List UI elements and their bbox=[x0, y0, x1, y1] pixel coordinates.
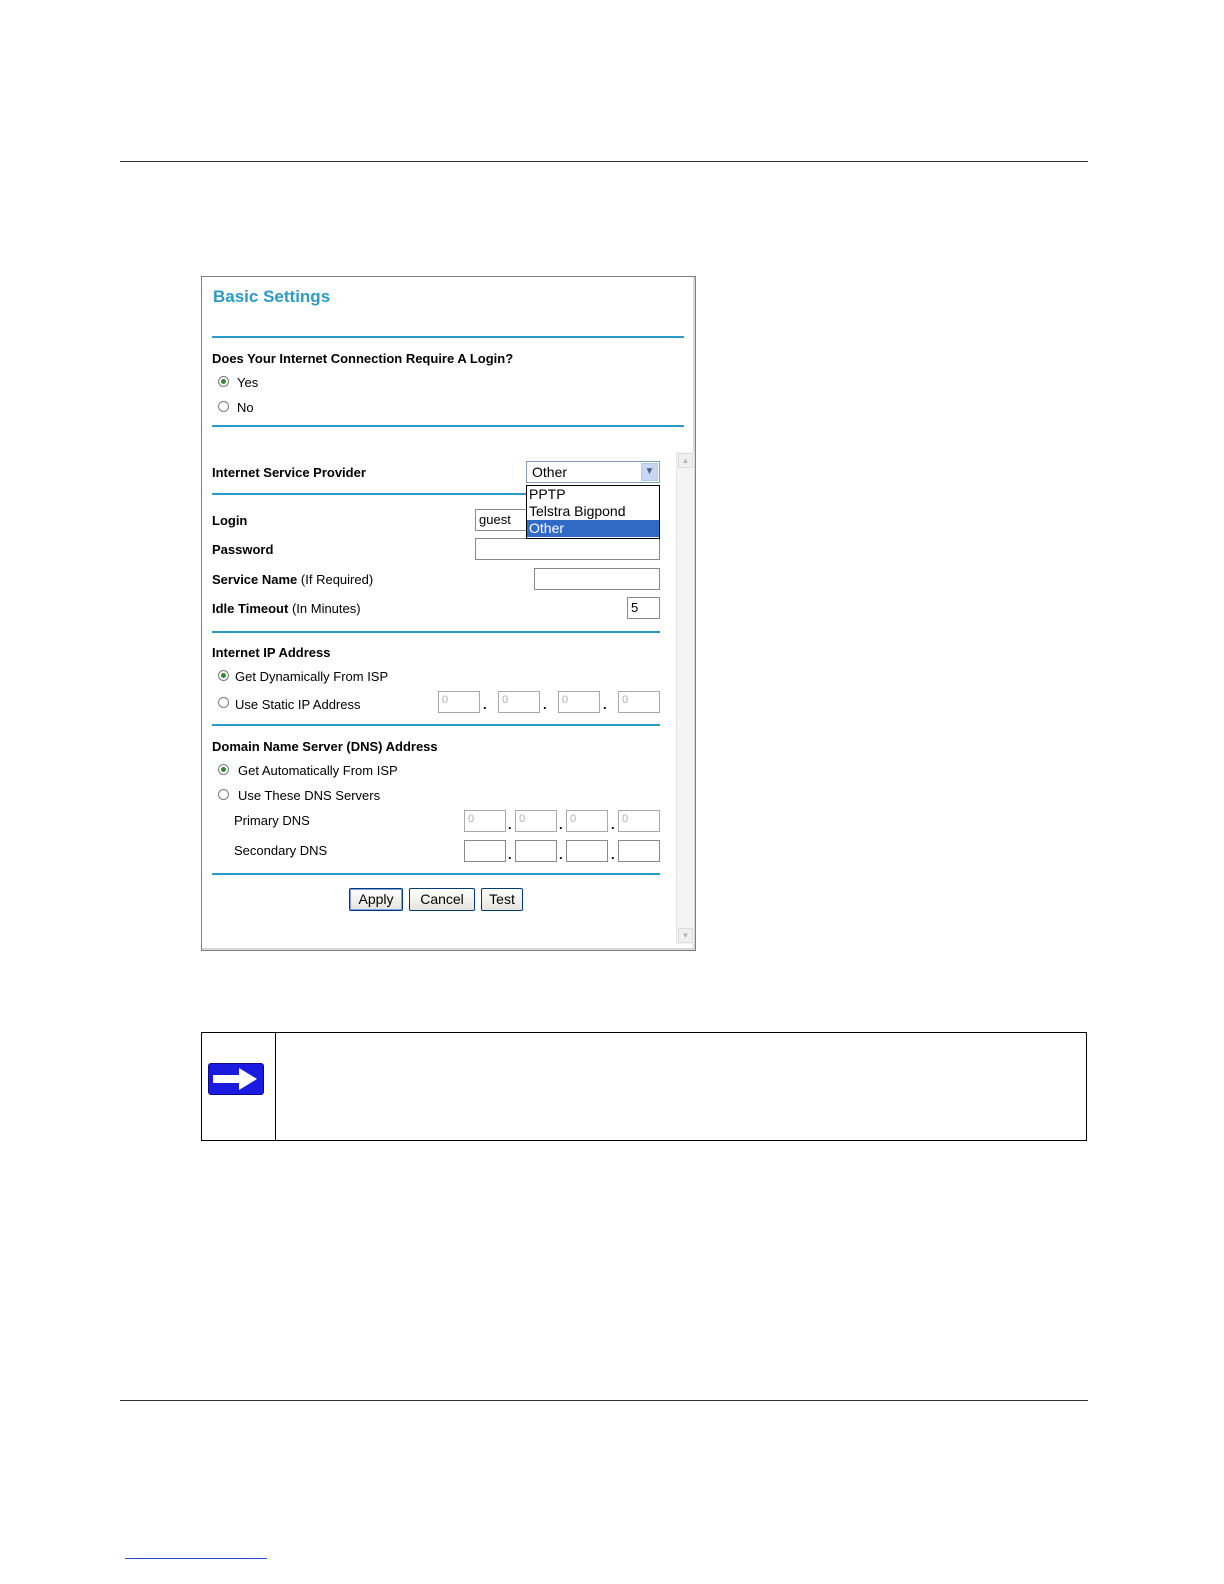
header-rule bbox=[120, 161, 1088, 162]
radio-ip-static-label: Use Static IP Address bbox=[235, 697, 361, 712]
scrollbar[interactable] bbox=[676, 452, 694, 944]
static-ip-octet-4[interactable]: 0 bbox=[618, 691, 660, 713]
primary-dns-octet-4[interactable]: 0 bbox=[618, 810, 660, 832]
apply-button[interactable]: Apply bbox=[349, 888, 403, 911]
password-label: Password bbox=[212, 542, 274, 557]
service-name-label: Service Name bbox=[212, 572, 298, 587]
password-input[interactable] bbox=[475, 538, 660, 560]
login-input[interactable]: guest bbox=[475, 509, 532, 531]
scroll-up-icon[interactable]: ▲ bbox=[678, 453, 693, 468]
scroll-down-icon[interactable]: ▼ bbox=[678, 928, 693, 943]
radio-ip-dynamic[interactable] bbox=[218, 670, 229, 681]
ip-separator: . bbox=[611, 847, 615, 862]
radio-ip-dynamic-label: Get Dynamically From ISP bbox=[235, 669, 389, 684]
isp-select[interactable] bbox=[526, 461, 660, 483]
static-ip-octet-3[interactable]: 0 bbox=[558, 691, 600, 713]
primary-dns-octet-3[interactable]: 0 bbox=[566, 810, 608, 832]
divider bbox=[212, 724, 660, 726]
page-title: Basic Settings bbox=[213, 287, 331, 306]
primary-dns-label: Primary DNS bbox=[234, 813, 310, 828]
idle-timeout-hint: (In Minutes) bbox=[291, 601, 361, 616]
cancel-button[interactable]: Cancel bbox=[409, 888, 475, 911]
divider bbox=[212, 336, 684, 338]
radio-ip-static[interactable] bbox=[218, 697, 229, 708]
login-question: Does Your Internet Connection Require A Login? bbox=[212, 351, 514, 366]
secondary-dns-octet-4[interactable] bbox=[618, 840, 660, 862]
ip-separator: . bbox=[559, 817, 563, 832]
isp-option-telstra-bigpond[interactable]: Telstra Bigpond bbox=[529, 503, 626, 519]
idle-timeout-input[interactable]: 5 bbox=[627, 597, 660, 619]
secondary-dns-label: Secondary DNS bbox=[234, 843, 328, 858]
isp-dropdown-list bbox=[526, 485, 660, 539]
ip-separator: . bbox=[508, 847, 512, 862]
service-name-hint: (If Required) bbox=[300, 572, 374, 587]
static-ip-octet-1[interactable]: 0 bbox=[438, 691, 480, 713]
secondary-dns-octet-2[interactable] bbox=[515, 840, 557, 862]
divider bbox=[212, 873, 660, 875]
radio-dns-manual[interactable] bbox=[218, 789, 229, 800]
ip-separator: . bbox=[603, 697, 607, 712]
divider bbox=[212, 425, 684, 427]
service-name-input[interactable] bbox=[534, 568, 660, 590]
login-label: Login bbox=[212, 513, 248, 528]
radio-dns-auto-label: Get Automatically From ISP bbox=[238, 763, 398, 778]
ip-separator: . bbox=[543, 697, 547, 712]
note-divider bbox=[275, 1033, 276, 1140]
primary-dns-octet-1[interactable]: 0 bbox=[464, 810, 506, 832]
isp-label: Internet Service Provider bbox=[212, 465, 366, 480]
divider bbox=[212, 631, 660, 633]
radio-login-no-label: No bbox=[237, 400, 254, 415]
ip-separator: . bbox=[483, 697, 487, 712]
footer-link-underline[interactable] bbox=[125, 1558, 267, 1559]
radio-dns-manual-label: Use These DNS Servers bbox=[238, 788, 381, 803]
idle-timeout-label: Idle Timeout bbox=[212, 601, 289, 616]
static-ip-octet-2[interactable]: 0 bbox=[498, 691, 540, 713]
isp-select-value: Other bbox=[532, 464, 568, 480]
radio-login-no[interactable] bbox=[218, 401, 229, 412]
secondary-dns-octet-1[interactable] bbox=[464, 840, 506, 862]
divider bbox=[212, 493, 526, 495]
isp-option-other[interactable]: Other bbox=[527, 520, 659, 537]
test-button[interactable]: Test bbox=[481, 888, 523, 911]
radio-login-yes-label: Yes bbox=[237, 375, 259, 390]
isp-option-pptp[interactable]: PPTP bbox=[529, 486, 566, 502]
dns-section-title: Domain Name Server (DNS) Address bbox=[212, 739, 438, 754]
radio-login-yes[interactable] bbox=[218, 376, 229, 387]
chevron-down-icon[interactable]: ▼ bbox=[641, 463, 658, 481]
ip-separator: . bbox=[611, 817, 615, 832]
ip-section-title: Internet IP Address bbox=[212, 645, 331, 660]
ip-separator: . bbox=[508, 817, 512, 832]
radio-dns-auto[interactable] bbox=[218, 764, 229, 775]
primary-dns-octet-2[interactable]: 0 bbox=[515, 810, 557, 832]
note-box bbox=[201, 1032, 1087, 1141]
secondary-dns-octet-3[interactable] bbox=[566, 840, 608, 862]
basic-settings-panel bbox=[201, 276, 696, 951]
right-arrow-icon bbox=[208, 1063, 264, 1095]
footer-rule bbox=[120, 1400, 1088, 1401]
ip-separator: . bbox=[559, 847, 563, 862]
